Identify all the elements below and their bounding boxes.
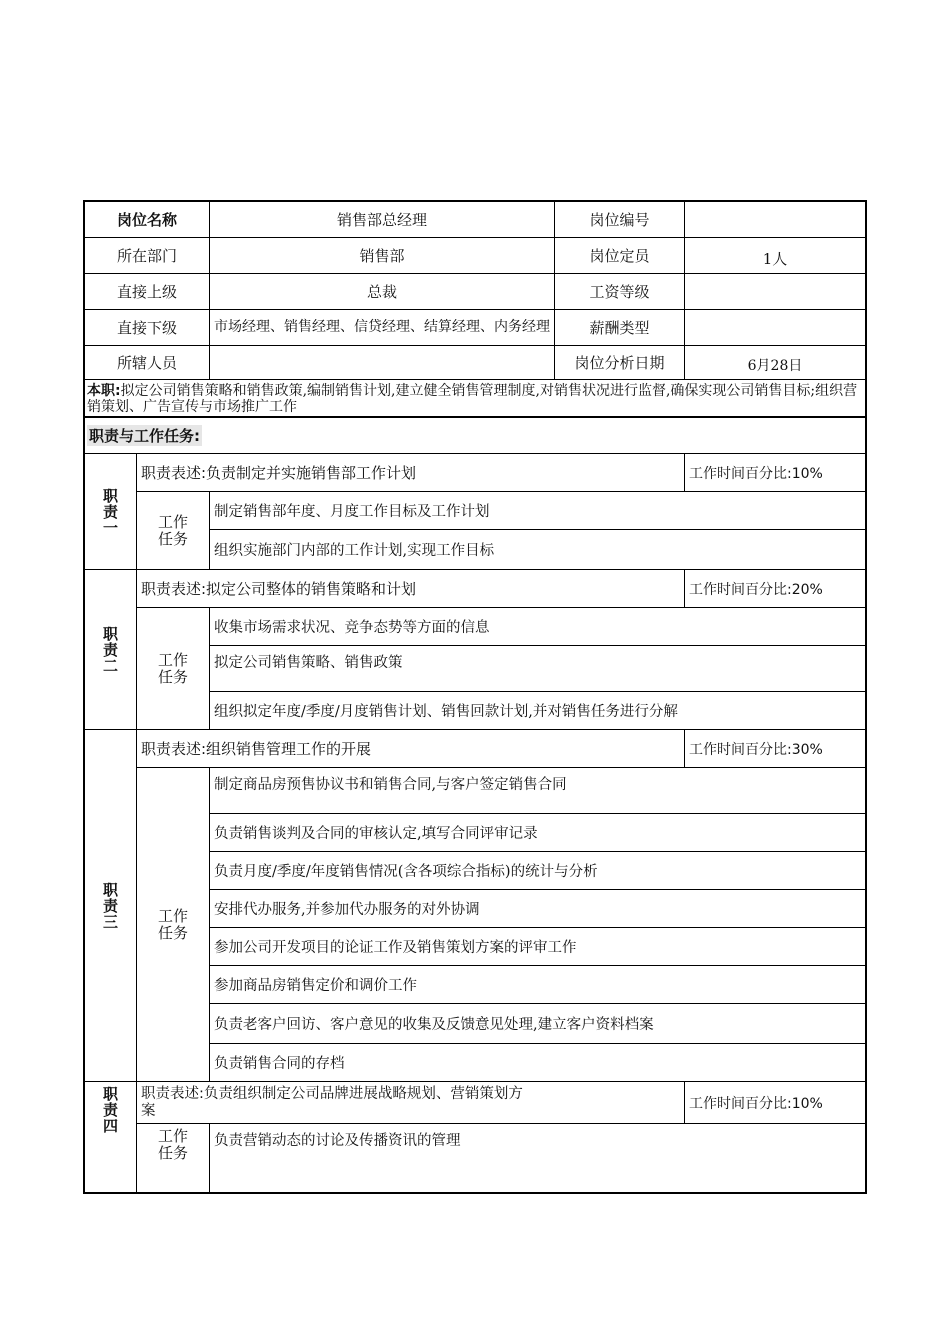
duty-3-time: 工作时间百分比:30% <box>689 741 823 758</box>
info-row-3 <box>85 274 865 310</box>
post-name-value: 销售部总经理 <box>210 202 555 237</box>
summary-label: 本职: <box>87 383 121 399</box>
duty-3-task-8: 负责销售合同的存档 <box>210 1044 865 1082</box>
duty-3-task-label: 工作任务 <box>137 768 210 1082</box>
duty-1-name: 职责一 <box>85 454 137 570</box>
post-code-value <box>685 202 865 237</box>
summary-text <box>87 383 863 415</box>
info-row-2 <box>85 238 865 274</box>
info-row-4 <box>85 310 865 346</box>
duty-1-desc: 职责表述:负责制定并实施销售部工作计划 <box>137 454 685 491</box>
duty-4-desc: 职责表述:负责组织制定公司品牌进展战略规划、营销策划方案 <box>137 1082 685 1123</box>
duty-2-task-1: 收集市场需求状况、竞争态势等方面的信息 <box>210 608 865 646</box>
duty-3-task-7: 负责老客户回访、客户意见的收集及反馈意见处理,建立客户资料档案 <box>210 1004 865 1044</box>
duties-header: 职责与工作任务: <box>89 427 200 445</box>
superior-value: 总裁 <box>210 274 555 309</box>
wage-grade-label: 工资等级 <box>555 274 685 309</box>
duty-1-task-label: 工作任务 <box>137 492 210 570</box>
duty-1-time: 工作时间百分比:10% <box>689 465 823 482</box>
duties-header-row <box>85 418 865 454</box>
staff-label: 所辖人员 <box>85 346 210 379</box>
duty-2-time: 工作时间百分比:20% <box>689 581 823 598</box>
duty-3-task-2: 负责销售谈判及合同的审核认定,填写合同评审记录 <box>210 814 865 852</box>
analysis-date-value: 6月28日 <box>747 357 803 374</box>
duty-3-task-1: 制定商品房预售协议书和销售合同,与客户签定销售合同 <box>210 768 865 814</box>
duty-1-task-1: 制定销售部年度、月度工作目标及工作计划 <box>210 492 865 530</box>
dept-value: 销售部 <box>210 238 555 273</box>
duty-3-task-4: 安排代办服务,并参加代办服务的对外协调 <box>210 890 865 928</box>
duty-3-task-6: 参加商品房销售定价和调价工作 <box>210 966 865 1004</box>
duty-4-task-label: 工作任务 <box>137 1124 210 1194</box>
post-code-label: 岗位编号 <box>555 202 685 237</box>
pay-type-value <box>685 310 865 345</box>
duty-4-desc-row <box>137 1082 865 1124</box>
duty-1-task-2: 组织实施部门内部的工作计划,实现工作目标 <box>210 530 865 570</box>
subordinate-label: 直接下级 <box>85 310 210 345</box>
subordinate-value: 市场经理、销售经理、信贷经理、结算经理、内务经理 <box>210 310 555 345</box>
headcount-value: 1人 <box>762 250 788 268</box>
duty-2-desc: 职责表述:拟定公司整体的销售策略和计划 <box>137 570 685 607</box>
summary-content: 拟定公司销售策略和销售政策,编制销售计划,建立健全销售管理制度,对销售状况进行监督,确保实现公司销售目标;组织营销策划、广告宣传与市场推广工作 <box>87 383 858 415</box>
job-description-table <box>83 200 867 1194</box>
superior-label: 直接上级 <box>85 274 210 309</box>
duty-3-desc-row <box>137 730 865 768</box>
info-row-1 <box>85 202 865 238</box>
headcount-label: 岗位定员 <box>555 238 685 273</box>
duty-4-time: 工作时间百分比:10% <box>689 1095 823 1112</box>
summary-row <box>85 380 865 418</box>
duty-2-name: 职责二 <box>85 570 137 730</box>
duty-1-desc-row <box>137 454 865 492</box>
duty-2-task-3: 组织拟定年度/季度/月度销售计划、销售回款计划,并对销售任务进行分解 <box>210 692 865 730</box>
analysis-date-label: 岗位分析日期 <box>555 346 685 379</box>
wage-grade-value <box>685 274 865 309</box>
staff-value <box>210 346 555 379</box>
info-row-5 <box>85 346 865 380</box>
duty-4-name: 职责四 <box>85 1082 137 1194</box>
post-name-label: 岗位名称 <box>85 202 210 237</box>
duty-3-desc: 职责表述:组织销售管理工作的开展 <box>137 730 685 767</box>
duty-3-task-5: 参加公司开发项目的论证工作及销售策划方案的评审工作 <box>210 928 865 966</box>
duty-2-task-2: 拟定公司销售策略、销售政策 <box>210 646 865 692</box>
pay-type-label: 薪酬类型 <box>555 310 685 345</box>
duty-4-task-1: 负责营销动态的讨论及传播资讯的管理 <box>214 1133 461 1149</box>
duty-3-task-3: 负责月度/季度/年度销售情况(含各项综合指标)的统计与分析 <box>210 852 865 890</box>
dept-label: 所在部门 <box>85 238 210 273</box>
duty-2-desc-row <box>137 570 865 608</box>
duty-2-task-label: 工作任务 <box>137 608 210 730</box>
duty-3-name: 职责三 <box>85 730 137 1082</box>
